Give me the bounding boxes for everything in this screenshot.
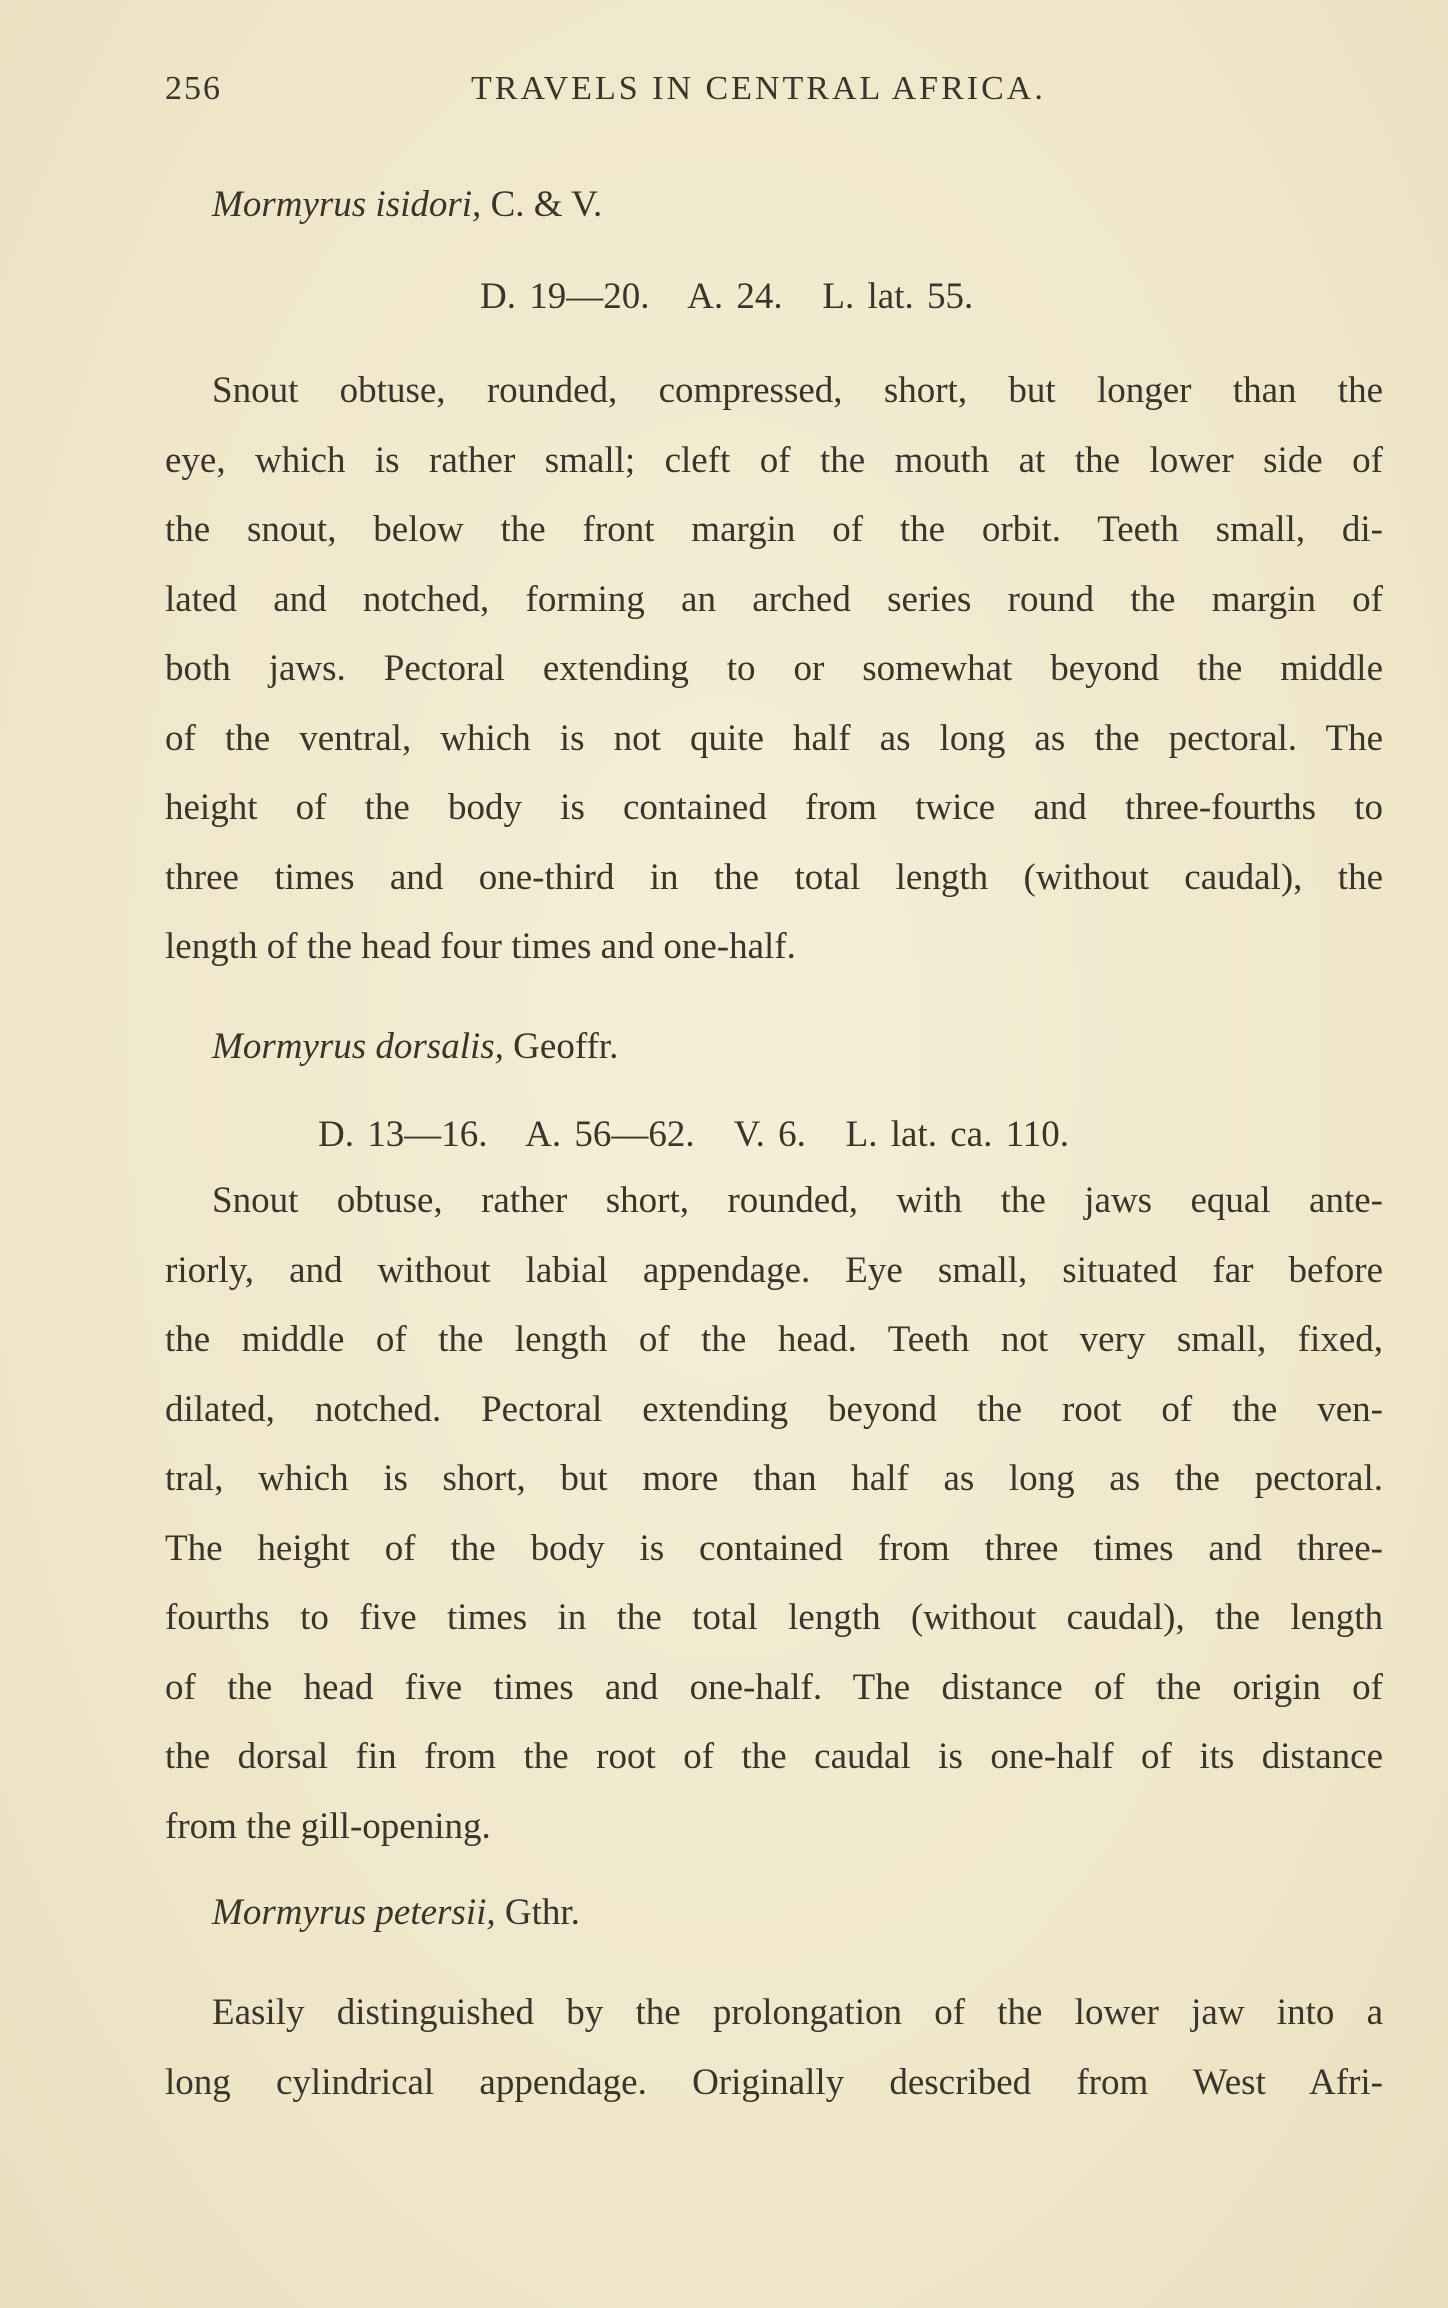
text-line: height of the body is contained from twice and three-fourths to bbox=[165, 787, 1383, 828]
fin-formula-isidori: D. 19—20. A. 24. L. lat. 55. bbox=[480, 276, 974, 317]
text-line: riorly, and without labial appendage. Eye small, situated far before bbox=[165, 1249, 1383, 1291]
species-latin-name: Mormyrus dorsalis, bbox=[212, 1026, 504, 1067]
text-line: from the gill-opening. bbox=[165, 1805, 491, 1847]
text-line: both jaws. Pectoral extending to or somewhat beyond the middle bbox=[165, 648, 1383, 689]
fin-formula-dorsalis: D. 13—16. A. 56—62. V. 6. L. lat. ca. 110. bbox=[318, 1114, 1069, 1155]
species-heading-isidori bbox=[212, 180, 602, 230]
text-line: the dorsal fin from the root of the caudal is one-half of its distance bbox=[165, 1736, 1383, 1777]
description-petersii bbox=[165, 1978, 1383, 2117]
species-heading-dorsalis bbox=[212, 1022, 618, 1072]
species-latin-name: Mormyrus petersii, bbox=[212, 1892, 496, 1933]
text-line: the snout, below the front margin of the orbit. Teeth small, di- bbox=[165, 509, 1383, 550]
text-line: the middle of the length of the head. Teeth not very small, fixed, bbox=[165, 1319, 1383, 1360]
text-line: The height of the body is contained from three times and three- bbox=[165, 1527, 1383, 1569]
text-line: fourths to five times in the total length (without caudal), the length bbox=[165, 1597, 1383, 1638]
page-number: 256 bbox=[165, 70, 222, 107]
text-line: three times and one-third in the total length (without caudal), the bbox=[165, 856, 1383, 898]
text-line: Snout obtuse, rather short, rounded, with the jaws equal ante- bbox=[212, 1180, 1383, 1221]
description-isidori bbox=[165, 356, 1383, 982]
text-line: tral, which is short, but more than half as long as the pectoral. bbox=[165, 1458, 1383, 1499]
text-line: long cylindrical appendage. Originally described from West Afri- bbox=[165, 2061, 1383, 2103]
species-author: Geoffr. bbox=[513, 1026, 619, 1067]
text-line: dilated, notched. Pectoral extending beyond the root of the ven- bbox=[165, 1388, 1383, 1430]
text-line: of the ventral, which is not quite half as long as the pectoral. The bbox=[165, 717, 1383, 759]
text-line: Easily distinguished by the prolongation of the lower jaw into a bbox=[212, 1992, 1383, 2033]
description-dorsalis bbox=[165, 1166, 1383, 1861]
running-title: TRAVELS IN CENTRAL AFRICA. bbox=[471, 70, 1046, 107]
text-line: lated and notched, forming an arched series round the margin of bbox=[165, 578, 1383, 620]
running-head bbox=[165, 70, 1085, 120]
species-author: Gthr. bbox=[504, 1892, 580, 1933]
species-heading-petersii bbox=[212, 1888, 580, 1938]
species-latin-name: Mormyrus isidori, bbox=[212, 184, 482, 225]
text-line: eye, which is rather small; cleft of the mouth at the lower side of bbox=[165, 439, 1383, 481]
text-line: of the head five times and one-half. The distance of the origin of bbox=[165, 1666, 1383, 1708]
text-line: length of the head four times and one-half. bbox=[165, 926, 796, 967]
species-author: C. & V. bbox=[490, 184, 603, 225]
text-line: Snout obtuse, rounded, compressed, short, but longer than the bbox=[212, 370, 1383, 411]
